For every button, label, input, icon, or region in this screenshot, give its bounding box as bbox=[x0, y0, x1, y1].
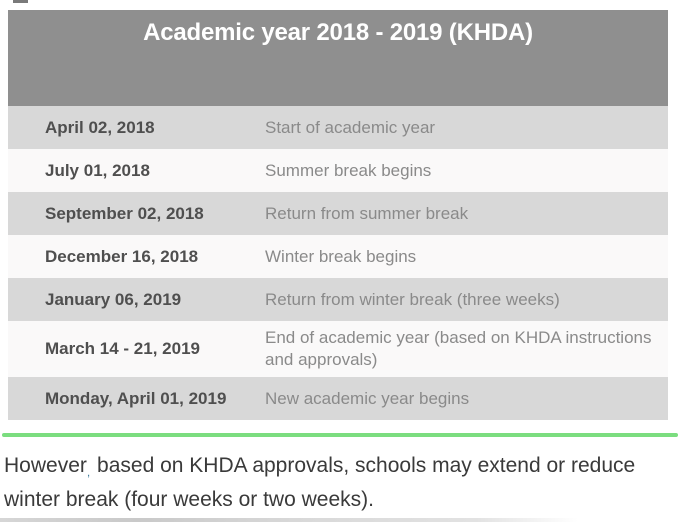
calendar-title: Academic year 2018 - 2019 (KHDA) bbox=[143, 19, 533, 46]
row-event: Return from winter break (three weeks) bbox=[265, 289, 560, 309]
row-date: April 02, 2018 bbox=[45, 117, 155, 137]
table-row bbox=[8, 106, 668, 149]
row-date: March 14 - 21, 2019 bbox=[45, 339, 200, 358]
row-event: Winter break begins bbox=[265, 246, 417, 266]
row-event: New academic year begins bbox=[265, 388, 470, 408]
row-date: July 01, 2018 bbox=[45, 160, 150, 180]
calendar-header bbox=[8, 10, 668, 106]
row-date: December 16, 2018 bbox=[45, 246, 199, 266]
bottom-edge-artifact bbox=[0, 518, 680, 522]
top-edge-artifact bbox=[13, 0, 28, 3]
table-row bbox=[8, 377, 668, 420]
table-row bbox=[8, 235, 668, 278]
table-row bbox=[8, 192, 668, 235]
row-event: End of academic year (based on KHDA instructions and approvals) bbox=[265, 328, 652, 369]
note-paragraph bbox=[4, 450, 666, 515]
note-lead: However bbox=[4, 454, 87, 477]
table-row bbox=[8, 278, 668, 321]
row-date: September 02, 2018 bbox=[45, 203, 204, 223]
row-event: Summer break begins bbox=[265, 160, 432, 180]
row-date: Monday, April 01, 2019 bbox=[45, 388, 227, 408]
academic-calendar-table bbox=[8, 106, 668, 420]
green-divider bbox=[2, 433, 678, 437]
row-event: Start of academic year bbox=[265, 117, 436, 137]
row-event: Return from summer break bbox=[265, 203, 469, 223]
row-date: January 06, 2019 bbox=[45, 289, 182, 309]
table-row bbox=[8, 149, 668, 192]
note-rest: based on KHDA approvals, schools may extend or reduce winter break (four weeks or two weeks). bbox=[4, 454, 636, 511]
table-row bbox=[8, 321, 668, 377]
note-footnote-comma: , bbox=[86, 465, 91, 479]
